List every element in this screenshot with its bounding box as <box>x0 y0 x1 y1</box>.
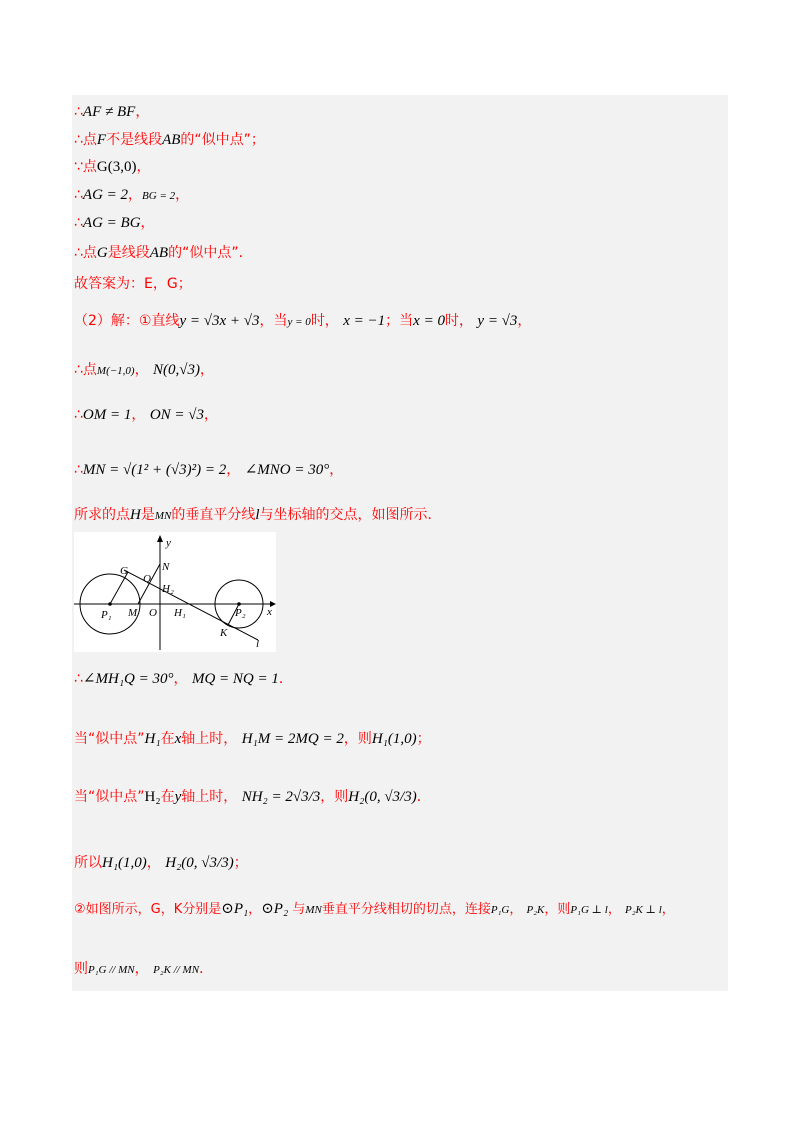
line-15: 当“似中点”H₂在y轴上时， NH₂ = 2√3/3，则H₂(0, √3/3)． <box>74 789 431 805</box>
label-m: M <box>128 607 138 619</box>
point-p1 <box>108 602 112 606</box>
line-16: 所以H₁(1,0)， H₂(0, √3/3)； <box>74 855 248 871</box>
line-1: ∴AF ≠ BF， <box>74 104 150 120</box>
y-axis-arrow <box>157 535 163 542</box>
line-4: ∴AG = 2，BG = 2， <box>74 187 190 203</box>
label-h1: H₁ <box>174 607 186 619</box>
line-13: ∴∠MH₁Q = 30°， MQ = NQ = 1． <box>74 671 293 687</box>
geometry-figure <box>74 532 276 652</box>
label-p1: P₁ <box>101 609 112 621</box>
line-5: ∴AG = BG， <box>74 215 155 231</box>
line-9: ∴点M(−1,0)， N(0,√3)， <box>74 362 215 378</box>
line-18: 则P₁G // MN， P₂K // MN． <box>74 961 214 977</box>
label-y: y <box>166 537 171 549</box>
geometry-diagram <box>74 532 276 652</box>
label-h2: H₂ <box>162 583 174 595</box>
label-q: Q <box>143 573 151 585</box>
line-3: ∵点G(3,0)， <box>74 159 151 175</box>
line-10: ∴OM = 1， ON = √3， <box>74 407 219 423</box>
line-8: （2）解：①直线y = √3x + √3，当y = 0时， x = −1；当x = 0时， y = √3， <box>74 313 532 329</box>
line-2: ∴点F不是线段AB的“似中点”； <box>74 132 265 148</box>
label-k: K <box>220 627 228 639</box>
label-l: l <box>256 638 260 650</box>
line-7: 故答案为：E，G； <box>74 276 192 292</box>
label-p2: P₂ <box>235 607 246 619</box>
line-12: 所求的点H是MN的垂直平分线l与坐标轴的交点，如图所示． <box>74 507 442 523</box>
line-6: ∴点G是线段AB的“似中点”． <box>74 245 253 261</box>
point-p2 <box>237 602 241 606</box>
line-11: ∴MN = √(1² + (√3)²) = 2， ∠MNO = 30°， <box>74 462 344 478</box>
label-x: x <box>267 606 272 618</box>
label-g: G <box>120 565 128 577</box>
line-14: 当“似中点”H₁在x轴上时， H₁M = 2MQ = 2，则H₁(1,0)； <box>74 731 431 747</box>
line-17: ②如图所示，G，K分别是⊙P₁，⊙P₂ 与MN垂直平分线相切的切点，连接P₁G， P₂K，则P₁G ⊥ l， P₂K ⊥ l， <box>74 901 675 917</box>
label-n: N <box>162 561 170 573</box>
label-o: O <box>149 607 157 619</box>
